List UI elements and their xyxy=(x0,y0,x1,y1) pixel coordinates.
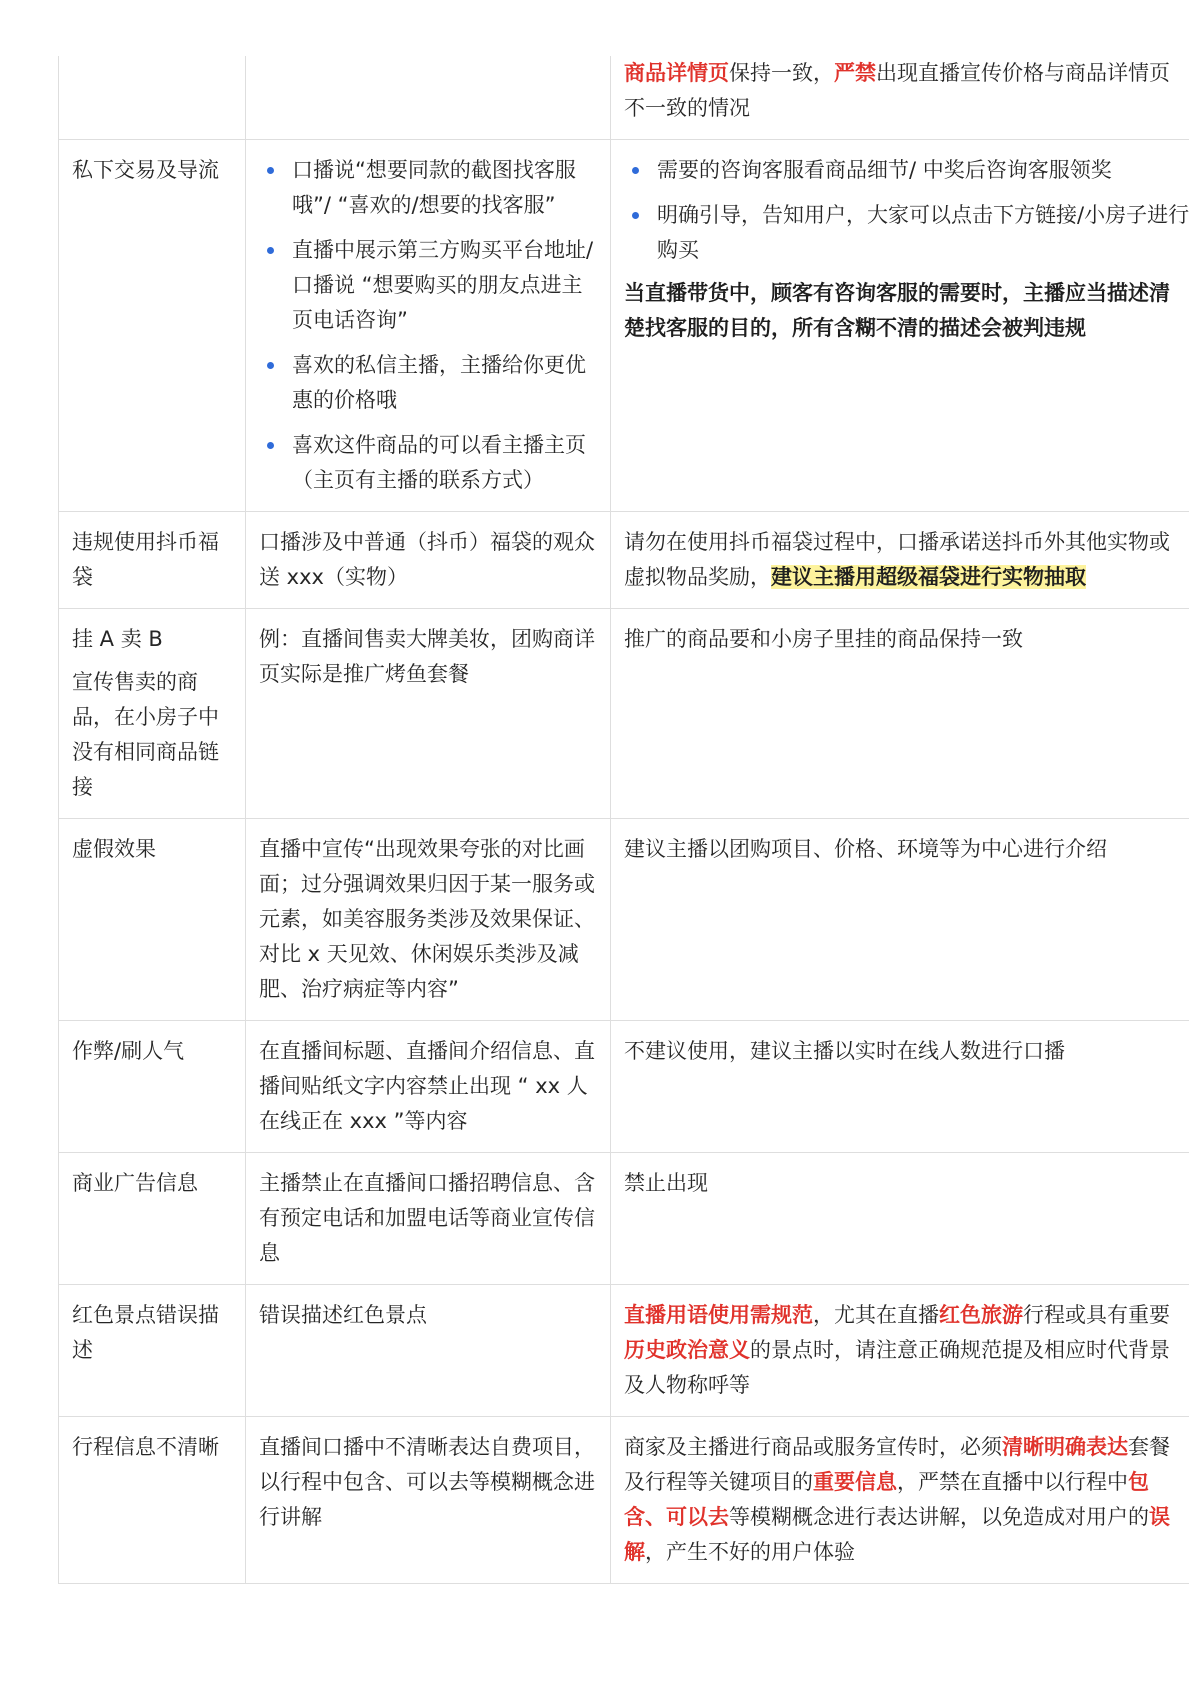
guide-cell xyxy=(611,1417,1189,1584)
guide-cell xyxy=(611,140,1189,512)
text-segment: 套餐及行程等关键项目的 xyxy=(624,1435,1170,1494)
bullet-dot-icon xyxy=(267,247,274,254)
category-label: 挂 A 卖 B xyxy=(72,627,163,651)
guide-rich-text xyxy=(624,56,1189,126)
emphasis-text: 严禁 xyxy=(834,61,876,85)
category-label: 红色景点错误描述 xyxy=(72,1303,219,1362)
example-list xyxy=(259,153,598,498)
text-segment: ，产生不好的用户体验 xyxy=(645,1540,855,1564)
violation-rules-table xyxy=(58,56,1189,1584)
text-segment: ，严禁在直播中以行程中 xyxy=(897,1470,1128,1494)
example-text: 直播间口播中不清晰表达自费项目，以行程中包含、可以去等模糊概念进行讲解 xyxy=(259,1435,595,1529)
guide-cell xyxy=(611,1153,1189,1285)
text-segment: 保持一致， xyxy=(729,61,834,85)
guide-cell xyxy=(611,819,1189,1021)
guide-text: 建议主播以团购项目、价格、环境等为中心进行介绍 xyxy=(624,837,1107,861)
guide-rich-text xyxy=(624,525,1189,595)
example-text: 主播禁止在直播间口播招聘信息、含有预定电话和加盟电话等商业宣传信息 xyxy=(259,1171,595,1265)
emphasis-text: 商品详情页 xyxy=(624,61,729,85)
category-label: 违规使用抖币福袋 xyxy=(72,530,219,589)
list-item: 口播说“想要同款的截图找客服哦”/ “喜欢的/想要的找客服” xyxy=(259,153,598,223)
category-cell xyxy=(59,140,246,512)
text-segment: 商家及主播进行商品或服务宣传时，必须 xyxy=(624,1435,1002,1459)
example-cell xyxy=(246,819,611,1021)
category-note: 宣传售卖的商品，在小房子中没有相同商品链接 xyxy=(72,670,219,799)
example-cell xyxy=(246,1153,611,1285)
table-row xyxy=(59,512,1189,609)
example-cell xyxy=(246,56,611,140)
guide-text: 禁止出现 xyxy=(624,1171,708,1195)
category-cell xyxy=(59,56,246,140)
table-row xyxy=(59,1153,1189,1285)
bullet-dot-icon xyxy=(632,212,639,219)
example-text: 在直播间标题、直播间介绍信息、直播间贴纸文字内容禁止出现 “ xx 人在线正在 xxx ”等内容 xyxy=(259,1039,595,1133)
list-item: 喜欢的私信主播，主播给你更优惠的价格哦 xyxy=(259,348,598,418)
category-label: 虚假效果 xyxy=(72,837,156,861)
text-segment: ，尤其在直播 xyxy=(813,1303,939,1327)
list-item: 喜欢这件商品的可以看主播主页（主页有主播的联系方式） xyxy=(259,428,598,498)
list-item: 直播中展示第三方购买平台地址/ 口播说 “想要购买的朋友点进主页电话咨询” xyxy=(259,233,598,338)
emphasis-text: 误解 xyxy=(624,1505,1170,1564)
category-cell xyxy=(59,609,246,819)
guide-cell xyxy=(611,609,1189,819)
text-segment: 的景点时，请注意正确规范提及相应时代背景及人物称呼等 xyxy=(624,1338,1170,1397)
example-cell xyxy=(246,1021,611,1153)
table-row xyxy=(59,140,1189,512)
example-cell xyxy=(246,609,611,819)
bullet-dot-icon xyxy=(632,167,639,174)
table-row xyxy=(59,1021,1189,1153)
bullet-dot-icon xyxy=(267,442,274,449)
example-text: 口播涉及中普通（抖币）福袋的观众送 xxx（实物） xyxy=(259,530,595,589)
category-cell xyxy=(59,1153,246,1285)
text-segment: 请勿在使用抖币福袋过程中，口播承诺送抖币外其他实物或虚拟物品奖励， xyxy=(624,530,1170,589)
table-row xyxy=(59,1417,1189,1584)
guide-note: 当直播带货中，顾客有咨询客服的需要时，主播应当描述清楚找客服的目的，所有含糊不清的描述会被判违规 xyxy=(624,281,1170,340)
example-text: 错误描述红色景点 xyxy=(259,1303,427,1327)
table-row xyxy=(59,1285,1189,1417)
example-text: 例：直播间售卖大牌美妆，团购商详页实际是推广烤鱼套餐 xyxy=(259,627,595,686)
table-row xyxy=(59,609,1189,819)
category-cell xyxy=(59,819,246,1021)
table-row xyxy=(59,56,1189,140)
guide-cell xyxy=(611,1285,1189,1417)
example-cell xyxy=(246,512,611,609)
bullet-dot-icon xyxy=(267,362,274,369)
category-cell xyxy=(59,1021,246,1153)
guide-text: 推广的商品要和小房子里挂的商品保持一致 xyxy=(624,627,1023,651)
example-cell xyxy=(246,1285,611,1417)
guide-rich-text xyxy=(624,1430,1189,1570)
text-segment: 行程或具有重要 xyxy=(1023,1303,1170,1327)
category-cell xyxy=(59,1417,246,1584)
emphasis-text: 直播用语使用需规范 xyxy=(624,1303,813,1327)
category-label: 私下交易及导流 xyxy=(72,158,219,182)
guide-cell xyxy=(611,56,1189,140)
category-cell xyxy=(59,1285,246,1417)
example-cell xyxy=(246,140,611,512)
example-cell xyxy=(246,1417,611,1584)
category-label: 行程信息不清晰 xyxy=(72,1435,219,1459)
category-cell xyxy=(59,512,246,609)
emphasis-text: 重要信息 xyxy=(813,1470,897,1494)
list-item: 明确引导，告知用户，大家可以点击下方链接/小房子进行购买 xyxy=(624,198,1189,268)
emphasis-text: 历史政治意义 xyxy=(624,1338,750,1362)
category-label: 作弊/刷人气 xyxy=(72,1039,185,1063)
emphasis-text: 清晰明确表达 xyxy=(1002,1435,1128,1459)
guide-text: 不建议使用，建议主播以实时在线人数进行口播 xyxy=(624,1039,1065,1063)
text-segment: 出现直播宣传价格与商品详情页不一致的情况 xyxy=(624,61,1170,120)
table-row xyxy=(59,819,1189,1021)
text-segment: 等模糊概念进行表达讲解，以免造成对用户的 xyxy=(729,1505,1149,1529)
bullet-dot-icon xyxy=(267,167,274,174)
emphasis-text: 包含、可以去 xyxy=(624,1470,1149,1529)
guide-cell xyxy=(611,512,1189,609)
list-item: 需要的咨询客服看商品细节/ 中奖后咨询客服领奖 xyxy=(624,153,1189,188)
category-label: 商业广告信息 xyxy=(72,1171,198,1195)
guide-list xyxy=(624,153,1189,268)
guide-cell xyxy=(611,1021,1189,1153)
example-text: 直播中宣传“出现效果夸张的对比画面；过分强调效果归因于某一服务或元素，如美容服务类涉及效果保证、对比 x 天见效、休闲娱乐类涉及减肥、治疗病症等内容” xyxy=(259,837,595,1001)
highlighted-text: 建议主播用超级福袋进行实物抽取 xyxy=(771,565,1086,589)
emphasis-text: 红色旅游 xyxy=(939,1303,1023,1327)
guide-rich-text xyxy=(624,1298,1189,1403)
